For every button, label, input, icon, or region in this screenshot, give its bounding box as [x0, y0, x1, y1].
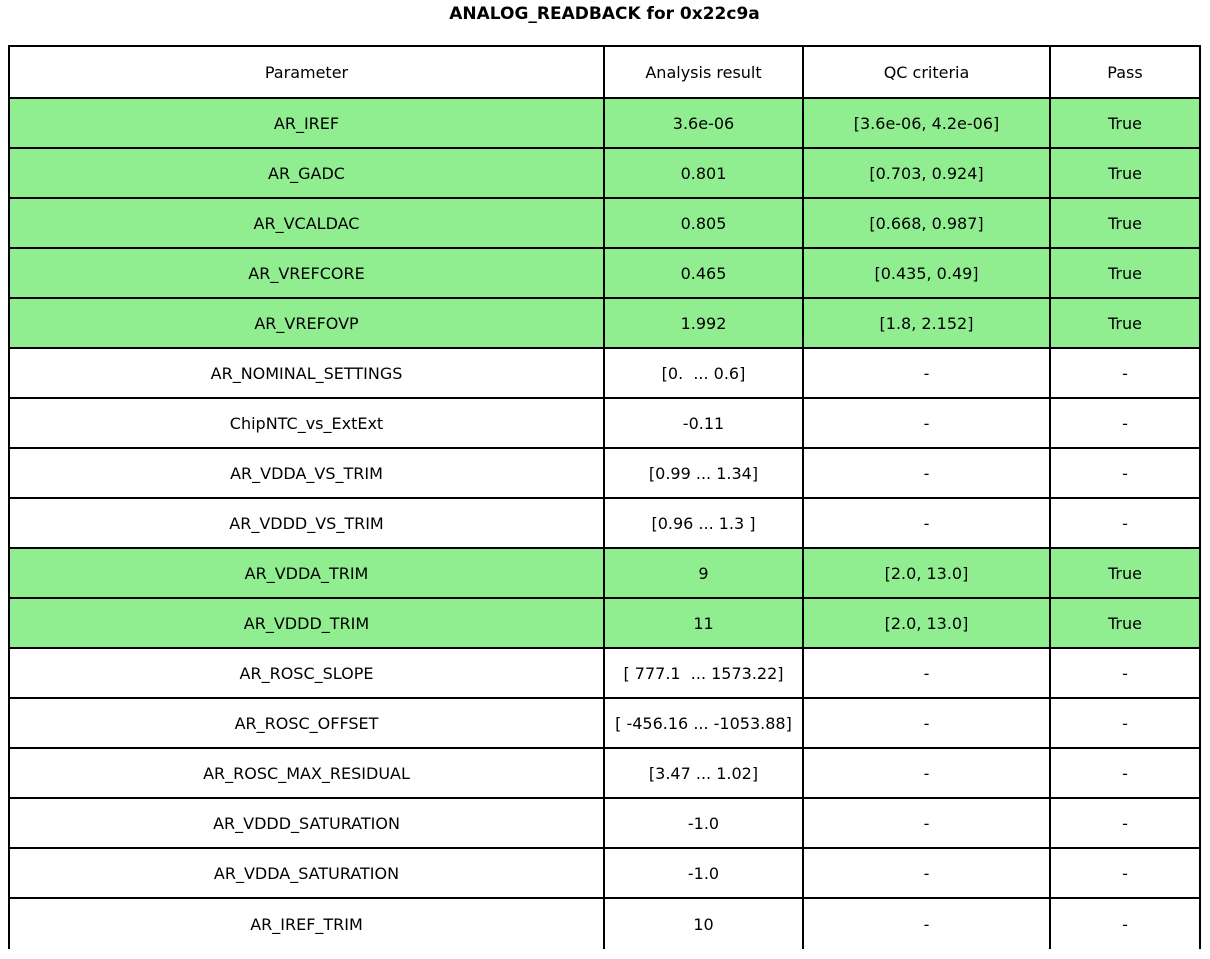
cell-analysis-result: [ 777.1 ... 1573.22]	[605, 649, 804, 697]
cell-parameter: AR_IREF	[10, 99, 605, 147]
cell-pass: -	[1122, 713, 1128, 733]
table-row	[10, 299, 1199, 349]
cell-parameter: AR_VDDD_SATURATION	[10, 799, 605, 847]
cell-parameter: AR_NOMINAL_SETTINGS	[10, 349, 605, 397]
cell-qc-criteria: [3.6e-06, 4.2e-06]	[804, 99, 1051, 147]
cell-analysis-result: 3.6e-06	[605, 99, 804, 147]
cell-pass: True	[1108, 613, 1142, 633]
cell-analysis-result: 0.805	[605, 199, 804, 247]
table-row	[10, 199, 1199, 249]
table-row	[10, 449, 1199, 499]
cell-qc-criteria: [2.0, 13.0]	[804, 549, 1051, 597]
cell-parameter: AR_IREF_TRIM	[10, 899, 605, 949]
cell-pass: -	[1122, 413, 1128, 433]
table-row	[10, 349, 1199, 399]
cell-parameter: ChipNTC_vs_ExtExt	[10, 399, 605, 447]
cell-pass: -	[1122, 863, 1128, 883]
cell-pass: -	[1122, 663, 1128, 683]
cell-qc-criteria: -	[804, 449, 1051, 497]
cell-qc-criteria: [1.8, 2.152]	[804, 299, 1051, 347]
cell-qc-criteria: -	[804, 349, 1051, 397]
cell-qc-criteria: -	[804, 699, 1051, 747]
cell-analysis-result: [3.47 ... 1.02]	[605, 749, 804, 797]
cell-analysis-result: [0. ... 0.6]	[605, 349, 804, 397]
cell-qc-criteria: -	[804, 849, 1051, 897]
cell-qc-criteria: [0.435, 0.49]	[804, 249, 1051, 297]
cell-pass: True	[1108, 313, 1142, 333]
cell-pass: -	[1122, 914, 1128, 934]
figure-title: ANALOG_READBACK for 0x22c9a	[449, 4, 760, 24]
cell-analysis-result: -1.0	[605, 849, 804, 897]
table-row	[10, 799, 1199, 849]
cell-parameter: AR_VCALDAC	[10, 199, 605, 247]
column-header-parameter: Parameter	[10, 47, 605, 97]
cell-parameter: AR_VDDD_TRIM	[10, 599, 605, 647]
cell-parameter: AR_VREFOVP	[10, 299, 605, 347]
cell-parameter: AR_VDDA_VS_TRIM	[10, 449, 605, 497]
cell-pass: True	[1108, 213, 1142, 233]
cell-pass: -	[1122, 763, 1128, 783]
table-row	[10, 899, 1199, 949]
cell-analysis-result: 11	[605, 599, 804, 647]
table-header-row	[10, 47, 1199, 99]
cell-analysis-result: [0.96 ... 1.3 ]	[605, 499, 804, 547]
column-header-pass: Pass	[1107, 62, 1143, 82]
cell-analysis-result: [0.99 ... 1.34]	[605, 449, 804, 497]
cell-analysis-result: [ -456.16 ... -1053.88]	[605, 699, 804, 747]
cell-qc-criteria: [2.0, 13.0]	[804, 599, 1051, 647]
cell-qc-criteria: -	[804, 799, 1051, 847]
cell-qc-criteria: [0.703, 0.924]	[804, 149, 1051, 197]
cell-parameter: AR_VDDA_SATURATION	[10, 849, 605, 897]
cell-analysis-result: -1.0	[605, 799, 804, 847]
cell-qc-criteria: -	[804, 899, 1051, 949]
cell-parameter: AR_VDDA_TRIM	[10, 549, 605, 597]
cell-pass: -	[1122, 513, 1128, 533]
cell-parameter: AR_ROSC_MAX_RESIDUAL	[10, 749, 605, 797]
cell-qc-criteria: -	[804, 649, 1051, 697]
cell-analysis-result: 1.992	[605, 299, 804, 347]
cell-pass: True	[1108, 563, 1142, 583]
cell-qc-criteria: -	[804, 399, 1051, 447]
cell-parameter: AR_ROSC_OFFSET	[10, 699, 605, 747]
cell-qc-criteria: -	[804, 749, 1051, 797]
cell-analysis-result: 0.801	[605, 149, 804, 197]
table-row	[10, 849, 1199, 899]
cell-pass: -	[1122, 463, 1128, 483]
table-body	[10, 99, 1199, 949]
table-row	[10, 649, 1199, 699]
table-row	[10, 149, 1199, 199]
cell-pass: -	[1122, 813, 1128, 833]
cell-parameter: AR_VDDD_VS_TRIM	[10, 499, 605, 547]
cell-analysis-result: 0.465	[605, 249, 804, 297]
cell-pass: True	[1108, 263, 1142, 283]
table-row	[10, 499, 1199, 549]
table-row	[10, 99, 1199, 149]
column-header-qc-criteria: QC criteria	[804, 47, 1051, 97]
cell-pass: True	[1108, 113, 1142, 133]
column-header-analysis-result: Analysis result	[605, 47, 804, 97]
cell-analysis-result: 10	[605, 899, 804, 949]
cell-pass: -	[1122, 363, 1128, 383]
cell-qc-criteria: [0.668, 0.987]	[804, 199, 1051, 247]
table-row	[10, 599, 1199, 649]
cell-parameter: AR_VREFCORE	[10, 249, 605, 297]
table-row	[10, 399, 1199, 449]
cell-qc-criteria: -	[804, 499, 1051, 547]
table-row	[10, 549, 1199, 599]
table-row	[10, 249, 1199, 299]
cell-analysis-result: -0.11	[605, 399, 804, 447]
cell-pass: True	[1108, 163, 1142, 183]
table-row	[10, 749, 1199, 799]
analog-readback-table	[8, 45, 1201, 949]
table-row	[10, 699, 1199, 749]
cell-analysis-result: 9	[605, 549, 804, 597]
cell-parameter: AR_GADC	[10, 149, 605, 197]
cell-parameter: AR_ROSC_SLOPE	[10, 649, 605, 697]
